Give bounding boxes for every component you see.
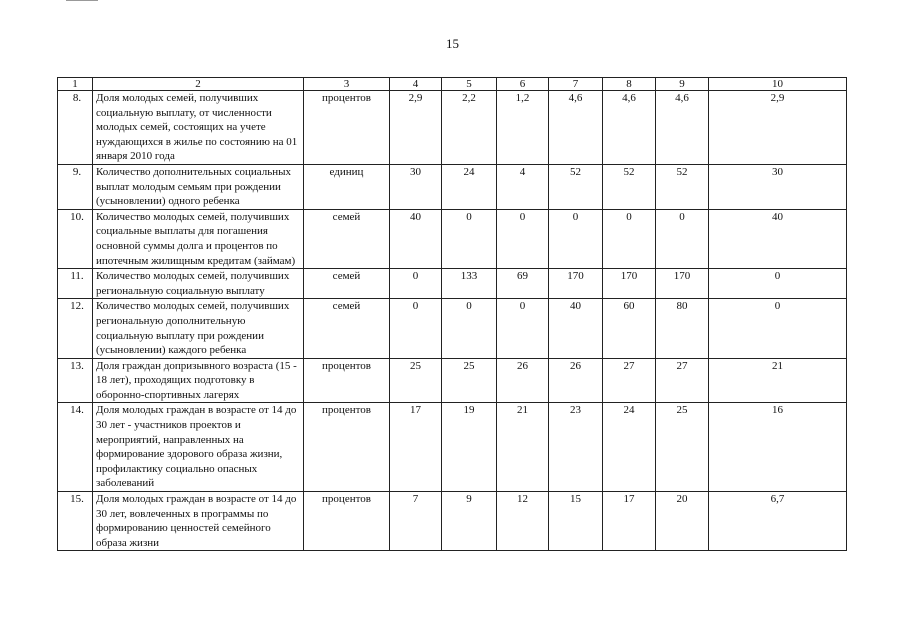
value-cell: 30 bbox=[709, 164, 847, 209]
value-cell: 1,2 bbox=[497, 91, 549, 165]
value-cell: 24 bbox=[442, 164, 497, 209]
row-description: Количество молодых семей, получивших региональную дополнительную социальную выплату при рождении (усыновлении) каждого ребенка bbox=[93, 299, 304, 358]
value-cell: 52 bbox=[549, 164, 603, 209]
value-cell: 40 bbox=[709, 209, 847, 268]
value-cell: 21 bbox=[709, 358, 847, 403]
value-cell: 0 bbox=[709, 269, 847, 299]
header-cell: 2 bbox=[93, 78, 304, 91]
value-cell: 0 bbox=[390, 299, 442, 358]
scan-mark bbox=[66, 0, 98, 1]
row-unit: процентов bbox=[304, 492, 390, 551]
value-cell: 4 bbox=[497, 164, 549, 209]
value-cell: 40 bbox=[549, 299, 603, 358]
value-cell: 0 bbox=[497, 299, 549, 358]
table-row bbox=[58, 358, 847, 403]
header-cell: 9 bbox=[656, 78, 709, 91]
value-cell: 26 bbox=[497, 358, 549, 403]
value-cell: 52 bbox=[656, 164, 709, 209]
value-cell: 25 bbox=[442, 358, 497, 403]
value-cell: 0 bbox=[656, 209, 709, 268]
value-cell: 133 bbox=[442, 269, 497, 299]
value-cell: 25 bbox=[390, 358, 442, 403]
table-row bbox=[58, 209, 847, 268]
value-cell: 4,6 bbox=[549, 91, 603, 165]
value-cell: 21 bbox=[497, 403, 549, 492]
value-cell: 24 bbox=[603, 403, 656, 492]
row-index: 13. bbox=[58, 358, 93, 403]
value-cell: 0 bbox=[390, 269, 442, 299]
value-cell: 0 bbox=[603, 209, 656, 268]
value-cell: 6,7 bbox=[709, 492, 847, 551]
row-index: 15. bbox=[58, 492, 93, 551]
value-cell: 16 bbox=[709, 403, 847, 492]
row-unit: процентов bbox=[304, 358, 390, 403]
value-cell: 27 bbox=[656, 358, 709, 403]
value-cell: 15 bbox=[549, 492, 603, 551]
row-unit: единиц bbox=[304, 164, 390, 209]
value-cell: 40 bbox=[390, 209, 442, 268]
row-index: 9. bbox=[58, 164, 93, 209]
value-cell: 27 bbox=[603, 358, 656, 403]
row-unit: процентов bbox=[304, 403, 390, 492]
header-row bbox=[58, 78, 847, 91]
value-cell: 69 bbox=[497, 269, 549, 299]
value-cell: 0 bbox=[442, 299, 497, 358]
row-description: Доля молодых семей, получивших социальную выплату, от численности молодых семей, состоящих на учете нуждающихся в жилье по состоянию на 01 января 2010 года bbox=[93, 91, 304, 165]
value-cell: 30 bbox=[390, 164, 442, 209]
header-cell: 7 bbox=[549, 78, 603, 91]
value-cell: 0 bbox=[442, 209, 497, 268]
header-cell: 8 bbox=[603, 78, 656, 91]
row-unit: семей bbox=[304, 299, 390, 358]
value-cell: 52 bbox=[603, 164, 656, 209]
indicators-table bbox=[57, 77, 847, 551]
table-row bbox=[58, 299, 847, 358]
row-unit: процентов bbox=[304, 91, 390, 165]
row-index: 14. bbox=[58, 403, 93, 492]
value-cell: 17 bbox=[603, 492, 656, 551]
value-cell: 170 bbox=[656, 269, 709, 299]
value-cell: 170 bbox=[603, 269, 656, 299]
row-index: 10. bbox=[58, 209, 93, 268]
header-cell: 3 bbox=[304, 78, 390, 91]
page-number: 15 bbox=[446, 36, 459, 51]
row-index: 11. bbox=[58, 269, 93, 299]
row-index: 12. bbox=[58, 299, 93, 358]
value-cell: 23 bbox=[549, 403, 603, 492]
value-cell: 60 bbox=[603, 299, 656, 358]
header-cell: 1 bbox=[58, 78, 93, 91]
value-cell: 20 bbox=[656, 492, 709, 551]
row-description: Количество дополнительных социальных выплат молодым семьям при рождении (усыновлении) одного ребенка bbox=[93, 164, 304, 209]
value-cell: 170 bbox=[549, 269, 603, 299]
value-cell: 2,9 bbox=[709, 91, 847, 165]
header-cell: 4 bbox=[390, 78, 442, 91]
value-cell: 2,2 bbox=[442, 91, 497, 165]
row-description: Количество молодых семей, получивших социальные выплаты для погашения основной суммы долга и процентов по ипотечным жилищным кредитам (займам) bbox=[93, 209, 304, 268]
header-cell: 6 bbox=[497, 78, 549, 91]
value-cell: 80 bbox=[656, 299, 709, 358]
row-description: Количество молодых семей, получивших региональную социальную выплату bbox=[93, 269, 304, 299]
row-index: 8. bbox=[58, 91, 93, 165]
table-row bbox=[58, 91, 847, 165]
value-cell: 9 bbox=[442, 492, 497, 551]
value-cell: 25 bbox=[656, 403, 709, 492]
value-cell: 0 bbox=[497, 209, 549, 268]
value-cell: 7 bbox=[390, 492, 442, 551]
indicators-table-container bbox=[57, 77, 846, 551]
row-description: Доля молодых граждан в возрасте от 14 до 30 лет, вовлеченных в программы по формированию ценностей семейного образа жизни bbox=[93, 492, 304, 551]
table-row bbox=[58, 164, 847, 209]
value-cell: 4,6 bbox=[656, 91, 709, 165]
row-description: Доля молодых граждан в возрасте от 14 до 30 лет - участников проектов и мероприятий, направленных на формирование здорового образа жизни, профилактику социально опасных заболеваний bbox=[93, 403, 304, 492]
value-cell: 0 bbox=[709, 299, 847, 358]
header-cell: 10 bbox=[709, 78, 847, 91]
row-description: Доля граждан допризывного возраста (15 - 18 лет), проходящих подготовку в оборонно-спортивных лагерях bbox=[93, 358, 304, 403]
value-cell: 17 bbox=[390, 403, 442, 492]
value-cell: 12 bbox=[497, 492, 549, 551]
value-cell: 26 bbox=[549, 358, 603, 403]
table-row bbox=[58, 269, 847, 299]
value-cell: 19 bbox=[442, 403, 497, 492]
value-cell: 0 bbox=[549, 209, 603, 268]
value-cell: 4,6 bbox=[603, 91, 656, 165]
table-row bbox=[58, 403, 847, 492]
row-unit: семей bbox=[304, 209, 390, 268]
header-cell: 5 bbox=[442, 78, 497, 91]
value-cell: 2,9 bbox=[390, 91, 442, 165]
row-unit: семей bbox=[304, 269, 390, 299]
table-row bbox=[58, 492, 847, 551]
